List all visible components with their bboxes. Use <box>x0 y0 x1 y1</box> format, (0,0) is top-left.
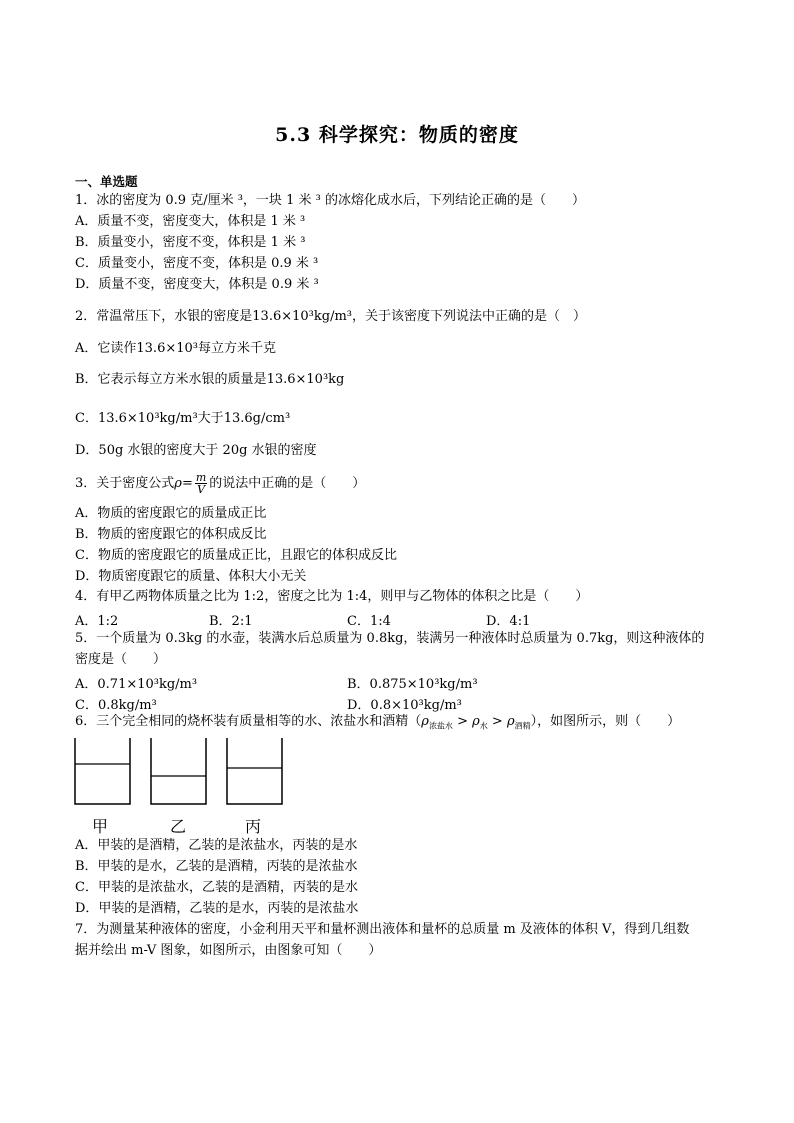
q3-stem-post: 的说法中正确的是（ ） <box>209 476 366 491</box>
q3-option-d: D．物质密度跟它的质量、体积大小无关 <box>75 569 307 584</box>
q3-option-b: B．物质的密度跟它的体积成反比 <box>75 527 267 542</box>
q5-option-b: B．0.875×10³kg/m³ <box>347 677 478 692</box>
q2-c-value2: 13.6g/cm³ <box>223 411 291 426</box>
q2-c-mid: 大于 <box>197 411 224 426</box>
q6-option-d: D．甲装的是酒精，乙装的是水，丙装的是浓盐水 <box>75 901 359 916</box>
greater-than-2: > <box>487 714 507 729</box>
section-heading: 一、单选题 <box>75 174 138 189</box>
q2-option-b <box>75 372 344 388</box>
rho-saltwater: ρ <box>421 714 429 729</box>
beaker-label-bing: 丙 <box>245 817 262 836</box>
beaker-jia <box>75 738 130 804</box>
q2-option-a <box>75 341 276 357</box>
q6-stem <box>75 714 680 730</box>
q1-option-c: C．质量变小，密度不变，体积是 0.9 米 ³ <box>75 256 319 271</box>
q2-stem-pre: 2．常温常压下，水银的密度是 <box>75 309 253 324</box>
fraction-numerator: m <box>195 471 207 484</box>
q4-option-d: D．4:1 <box>486 614 531 629</box>
q6-stem-pre: 6．三个完全相同的烧杯装有质量相等的水、浓盐水和酒精（ <box>75 714 422 729</box>
fraction-denominator: V <box>197 483 206 496</box>
q6-option-a: A．甲装的是酒精，乙装的是浓盐水，丙装的是水 <box>75 838 358 853</box>
rho-alcohol-sub: 酒精 <box>514 721 531 731</box>
q2-option-d: D．50g 水银的密度大于 20g 水银的密度 <box>75 443 317 458</box>
q3-option-c: C．物质的密度跟它的质量成正比，且跟它的体积成反比 <box>75 548 397 563</box>
q2-a-pre: A．它读作 <box>75 341 137 356</box>
q2-stem-post: ，关于该密度下列说法中正确的是（ ） <box>352 309 587 324</box>
q3-option-a: A．物质的密度跟它的质量成正比 <box>75 506 267 521</box>
q5-stem-line1: 5．一个质量为 0.3kg 的水壶，装满水后总质量为 0.8kg，装满另一种液体时总质量为 0.7kg，则这种液体的 <box>75 631 705 646</box>
beakers-drawing <box>70 736 290 808</box>
q3-stem-pre: 3．关于密度公式 <box>75 476 175 491</box>
q7-stem-line2: 据并绘出 m-V 图象，如图所示，由图象可知（ ） <box>75 943 382 958</box>
q4-option-c: C．1:4 <box>347 614 391 629</box>
q1-option-d: D．质量不变，密度变大，体积是 0.9 米 ³ <box>75 277 319 292</box>
density-fraction <box>195 472 207 495</box>
q3-stem <box>75 472 365 495</box>
q2-stem <box>75 309 586 325</box>
page-title: 5.3 科学探究：物质的密度 <box>275 124 519 146</box>
q5-stem-line2: 密度是（ ） <box>75 652 167 667</box>
rho-water: ρ <box>472 714 480 729</box>
q5-option-c: C．0.8kg/m³ <box>75 698 157 713</box>
beakers-figure <box>70 736 290 836</box>
q1-option-b: B．质量变小，密度不变，体积是 1 米 ³ <box>75 235 306 250</box>
q1-stem: 1．冰的密度为 0.9 克/厘米 ³，一块 1 米 ³ 的冰熔化成水后，下列结论正确的是（ ） <box>75 193 585 208</box>
beaker-yi <box>151 738 206 804</box>
q4-option-a: A．1:2 <box>75 614 119 629</box>
beaker-label-jia: 甲 <box>92 817 109 836</box>
rho-water-sub: 水 <box>479 721 488 731</box>
beaker-label-yi: 乙 <box>170 817 187 836</box>
rho-symbol: ρ <box>174 476 182 491</box>
q5-option-d: D．0.8×10³kg/m³ <box>347 698 462 713</box>
beaker-bing <box>227 738 282 804</box>
greater-than-1: > <box>452 714 473 729</box>
q1-option-a: A．质量不变，密度变大，体积是 1 米 ³ <box>75 214 306 229</box>
q6-option-c: C．甲装的是浓盐水，乙装的是酒精，丙装的是水 <box>75 880 358 895</box>
rho-saltwater-sub: 浓盐水 <box>428 721 453 731</box>
q2-c-value1: 13.6×10³kg/m³ <box>97 411 198 426</box>
q2-a-value: 13.6×10³ <box>136 341 198 356</box>
rho-alcohol: ρ <box>506 714 515 729</box>
q2-b-pre: B．它表示每立方米水银的质量是 <box>75 372 267 387</box>
equals-sign: = <box>181 476 193 491</box>
q2-b-value: 13.6×10³kg <box>266 372 345 387</box>
q6-stem-post: ），如图所示，则（ ） <box>530 714 681 729</box>
q2-stem-value: 13.6×10³kg/m³ <box>252 309 352 324</box>
q7-stem-line1: 7．为测量某种液体的密度，小金利用天平和量杯测出液体和量杯的总质量 m 及液体的体积 V，得到几组数 <box>75 922 690 937</box>
q4-stem: 4．有甲乙两物体质量之比为 1:2，密度之比为 1:4，则甲与乙物体的体积之比是（ ） <box>75 589 589 604</box>
q5-option-a: A．0.71×10³kg/m³ <box>75 677 198 692</box>
q2-c-pre: C． <box>75 411 98 426</box>
q4-option-b: B．2:1 <box>209 614 253 629</box>
q2-option-c <box>75 411 290 427</box>
q2-a-post: 每立方米千克 <box>197 341 276 356</box>
q6-option-b: B．甲装的是水，乙装的是酒精，丙装的是浓盐水 <box>75 859 358 874</box>
